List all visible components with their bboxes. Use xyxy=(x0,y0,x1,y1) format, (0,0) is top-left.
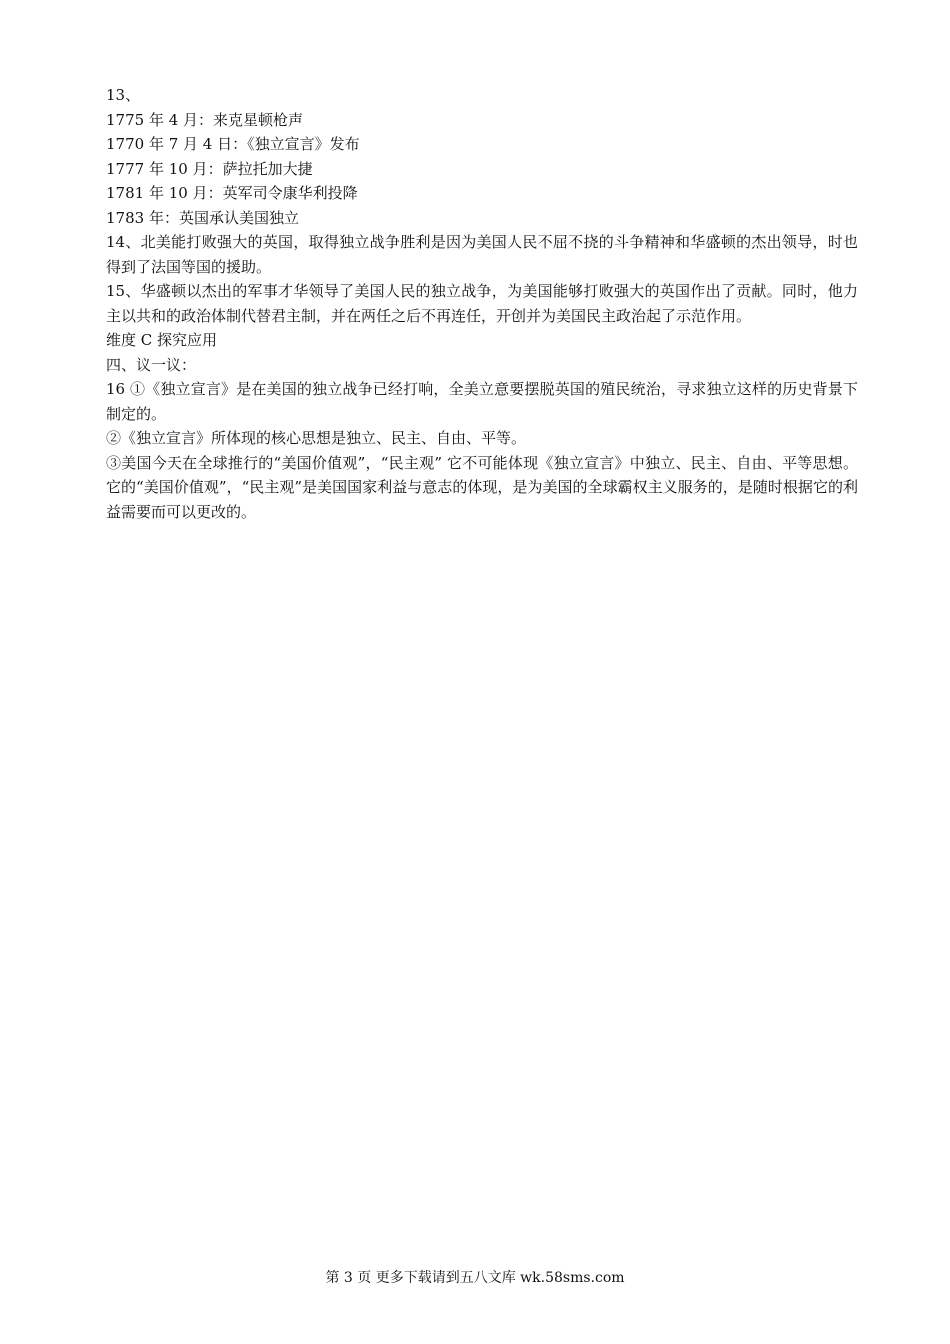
timeline-item: 1775 年 4 月：来克星顿枪声 xyxy=(106,110,304,129)
timeline-item: 1777 年 10 月：萨拉托加大捷 xyxy=(106,159,313,178)
question-13-heading: 13、 xyxy=(106,86,141,104)
document-body xyxy=(106,83,858,524)
timeline-item: 1781 年 10 月：英军司令康华利投降 xyxy=(106,184,358,202)
timeline-item: 1783 年：英国承认美国独立 xyxy=(106,208,299,227)
section-four-heading: 四、议一议： xyxy=(106,355,197,374)
question-16-answer-1: 16 ①《独立宣言》是在美国的独立战争已经打响，全美立意要摆脱英国的殖民统治，寻求独立这样的历史背景下制定的。 xyxy=(106,380,858,423)
page-footer: 第 3 页 更多下载请到五八文库 wk.58sms.com xyxy=(325,1270,625,1286)
section-c-heading: 维度 C 探究应用 xyxy=(106,331,218,349)
question-14-answer: 14、北美能打败强大的英国，取得独立战争胜利是因为美国人民不屈不挠的斗争精神和华盛顿的杰出领导，时也得到了法国等国的援助。 xyxy=(106,233,858,276)
question-16-answer-2: ②《独立宣言》所体现的核心思想是独立、民主、自由、平等。 xyxy=(106,429,527,447)
timeline-item: 1770 年 7 月 4 日：《独立宣言》发布 xyxy=(106,135,360,153)
question-15-answer: 15、华盛顿以杰出的军事才华领导了美国人民的独立战争，为美国能够打败强大的英国作出了贡献。同时，他力主以共和的政治体制代替君主制，并在两任之后不再连任，开创并为美国民主政治起了示范作用。 xyxy=(106,282,858,325)
question-16-answer-3: ③美国今天在全球推行的“美国价值观”，“民主观” 它不可能体现《独立宣言》中独立、民主、自由、平等思想。它的“美国价值观”，“民主观”是美国国家利益与意志的体现，是为美国的全球霸权主义服务的，是随时根据它的利益需要而可以更改的。 xyxy=(106,453,858,521)
